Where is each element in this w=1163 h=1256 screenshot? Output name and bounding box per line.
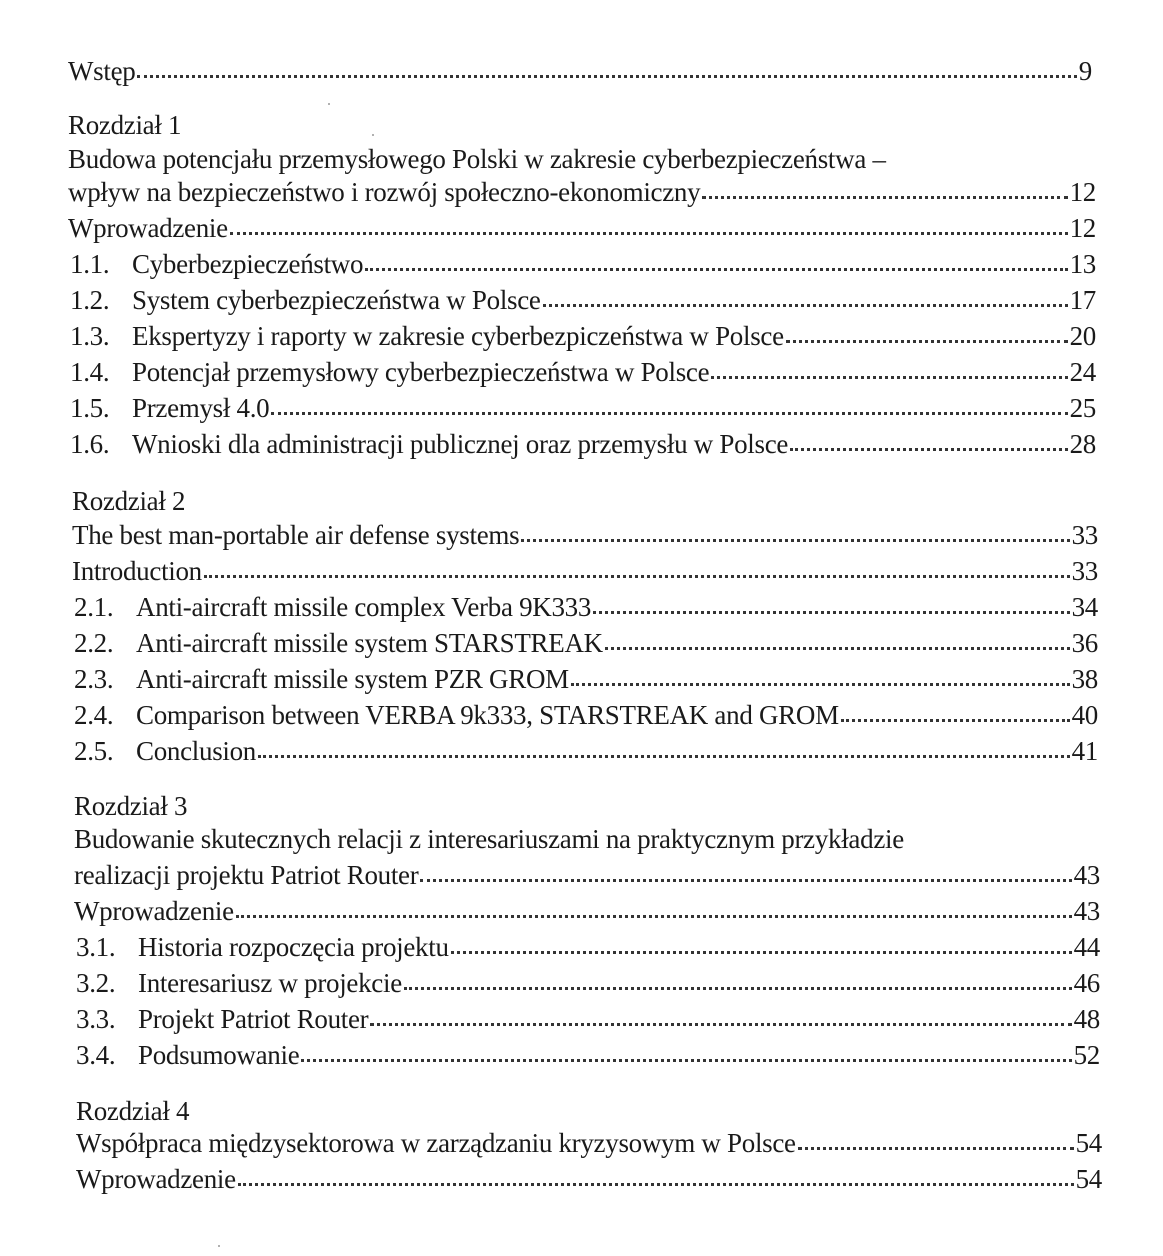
toc-entry-title: Interesariusz w projekcie [138, 968, 402, 998]
toc-entry [70, 283, 1096, 317]
toc-entry-number: 2.1. [74, 592, 114, 622]
toc-entry [72, 554, 1098, 588]
toc-entry [76, 1038, 1100, 1072]
toc-entry [76, 1162, 1102, 1196]
toc-entry-number: 1.2. [70, 285, 110, 315]
toc-entry-title: Współpraca międzysektorowa w zarządzaniu kryzysowym w Polsce [76, 1128, 796, 1158]
toc-entry-page: 48 [1073, 1004, 1100, 1034]
toc-entry-page: 25 [1069, 393, 1096, 423]
leader-dots [798, 1147, 1074, 1150]
leader-dots [790, 448, 1068, 451]
toc-entry-page: 33 [1071, 520, 1098, 550]
toc-entry-page: 12 [1069, 177, 1096, 207]
toc-entry [74, 734, 1098, 768]
toc-entry-page: 34 [1071, 592, 1098, 622]
leader-dots [521, 539, 1069, 542]
toc-entry-title: Ekspertyzy i raporty w zakresie cyberbezpiczeństwa w Polsce [132, 321, 784, 351]
toc-entry-title: The best man-portable air defense systems [72, 520, 520, 550]
toc-entry [76, 1002, 1100, 1036]
toc-entry-title: Comparison between VERBA 9k333, STARSTREAK and GROM [136, 700, 839, 730]
leader-dots [365, 268, 1067, 271]
toc-entry-title: Wprowadzenie [76, 1164, 236, 1194]
toc-entry-title: Wnioski dla administracji publicznej oraz przemysłu w Polsce [132, 429, 789, 459]
toc-entry-title: realizacji projektu Patriot Router [74, 860, 419, 890]
toc-entry-number: 3.3. [76, 1004, 116, 1034]
toc-entry-title: Wprowadzenie [68, 213, 228, 243]
leader-dots [786, 340, 1068, 343]
toc-entry-title: Przemysł 4.0 [132, 393, 270, 423]
toc-entry-title: Historia rozpoczęcia projektu [138, 932, 449, 962]
chapter-3-label: Rozdział 3 [74, 791, 188, 821]
leader-dots [204, 575, 1070, 578]
leader-dots [258, 755, 1070, 758]
toc-entry-page: 54 [1075, 1164, 1102, 1194]
leader-dots [451, 951, 1072, 954]
toc-entry [76, 930, 1100, 964]
leader-dots [230, 232, 1068, 235]
toc-entry-page: 43 [1073, 860, 1100, 890]
leader-dots [420, 879, 1071, 882]
toc-entry [74, 894, 1100, 928]
leader-dots [370, 1023, 1071, 1026]
toc-entry-title: wpływ na bezpieczeństwo i rozwój społeczno-ekonomiczny [68, 177, 701, 207]
toc-entry-number: 2.5. [74, 736, 114, 766]
scan-speck [372, 134, 374, 136]
chapter-1-label: Rozdział 1 [68, 110, 182, 140]
leader-dots [593, 611, 1070, 614]
chapter-1-title-line2 [68, 175, 1096, 209]
toc-entry-page: 41 [1071, 736, 1098, 766]
toc-entry-number: 3.1. [76, 932, 116, 962]
toc-entry-number: 2.4. [74, 700, 114, 730]
toc-entry [70, 391, 1096, 425]
toc-entry [74, 662, 1098, 696]
toc-entry-number: 1.3. [70, 321, 110, 351]
toc-entry-page: 28 [1069, 429, 1096, 459]
toc-entry-number: 1.6. [70, 429, 110, 459]
toc-entry-page: 20 [1069, 321, 1096, 351]
toc-entry [70, 319, 1096, 353]
leader-dots [137, 75, 1076, 78]
toc-entry-number: 1.4. [70, 357, 110, 387]
toc-entry-title: Podsumowanie [138, 1040, 300, 1070]
toc-entry-title: Cyberbezpieczeństwo [132, 249, 364, 279]
leader-dots [404, 987, 1072, 990]
toc-entry [70, 247, 1096, 281]
scan-speck [328, 103, 330, 105]
chapter-3-title-line1: Budowanie skutecznych relacji z interesariuszami na praktycznym przykładzie [74, 824, 904, 854]
toc-entry-number: 1.5. [70, 393, 110, 423]
toc-entry-title: Potencjał przemysłowy cyberbezpieczeństwa w Polsce [132, 357, 710, 387]
toc-entry-title: Wstęp [68, 56, 136, 86]
toc-entry-title: Anti-aircraft missile system PZR GROM [136, 664, 569, 694]
leader-dots [571, 683, 1070, 686]
toc-entry-page: 44 [1073, 932, 1100, 962]
leader-dots [236, 915, 1072, 918]
toc-entry-page: 12 [1069, 213, 1096, 243]
toc-entry-title: Anti-aircraft missile system STARSTREAK [136, 628, 603, 658]
toc-entry-page: 52 [1073, 1040, 1100, 1070]
toc-entry [74, 626, 1098, 660]
chapter-3-title-line2 [74, 858, 1100, 892]
leader-dots [605, 647, 1070, 650]
toc-entry-page: 17 [1069, 285, 1096, 315]
leader-dots [271, 412, 1067, 415]
toc-entry-number: 3.4. [76, 1040, 116, 1070]
toc-entry-intro [68, 54, 1092, 88]
toc-entry-title: Projekt Patriot Router [138, 1004, 369, 1034]
toc-entry-number: 1.1. [70, 249, 110, 279]
toc-entry-number: 2.2. [74, 628, 114, 658]
toc-entry-title: Anti-aircraft missile complex Verba 9K333 [136, 592, 592, 622]
toc-entry [74, 698, 1098, 732]
chapter-4-title [76, 1126, 1102, 1160]
leader-dots [711, 376, 1067, 379]
leader-dots [702, 196, 1067, 199]
chapter-2-label: Rozdział 2 [72, 486, 186, 516]
toc-entry-page: 36 [1071, 628, 1098, 658]
toc-entry [68, 211, 1096, 245]
chapter-1-title-line1: Budowa potencjału przemysłowego Polski w zakresie cyberbezpieczeństwa – [68, 144, 886, 174]
toc-entry [74, 590, 1098, 624]
toc-entry-title: Wprowadzenie [74, 896, 234, 926]
toc-entry-page: 54 [1075, 1128, 1102, 1158]
toc-entry [76, 966, 1100, 1000]
toc-entry-page: 38 [1071, 664, 1098, 694]
toc-entry-number: 2.3. [74, 664, 114, 694]
leader-dots [238, 1183, 1074, 1186]
scan-speck [218, 1245, 220, 1247]
toc-entry-page: 13 [1069, 249, 1096, 279]
toc-entry-page: 33 [1071, 556, 1098, 586]
toc-entry [70, 427, 1096, 461]
leader-dots [543, 304, 1068, 307]
toc-entry-page: 9 [1078, 56, 1092, 86]
toc-entry [70, 355, 1096, 389]
chapter-2-title [72, 518, 1098, 552]
toc-entry-page: 46 [1073, 968, 1100, 998]
chapter-4-label: Rozdział 4 [76, 1096, 190, 1126]
toc-entry-title: Introduction [72, 556, 202, 586]
toc-entry-number: 3.2. [76, 968, 116, 998]
toc-entry-title: Conclusion [136, 736, 257, 766]
toc-entry-page: 43 [1073, 896, 1100, 926]
leader-dots [301, 1059, 1071, 1062]
toc-entry-page: 24 [1069, 357, 1096, 387]
toc-entry-page: 40 [1071, 700, 1098, 730]
toc-entry-title: System cyberbezpieczeństwa w Polsce [132, 285, 541, 315]
leader-dots [841, 719, 1070, 722]
